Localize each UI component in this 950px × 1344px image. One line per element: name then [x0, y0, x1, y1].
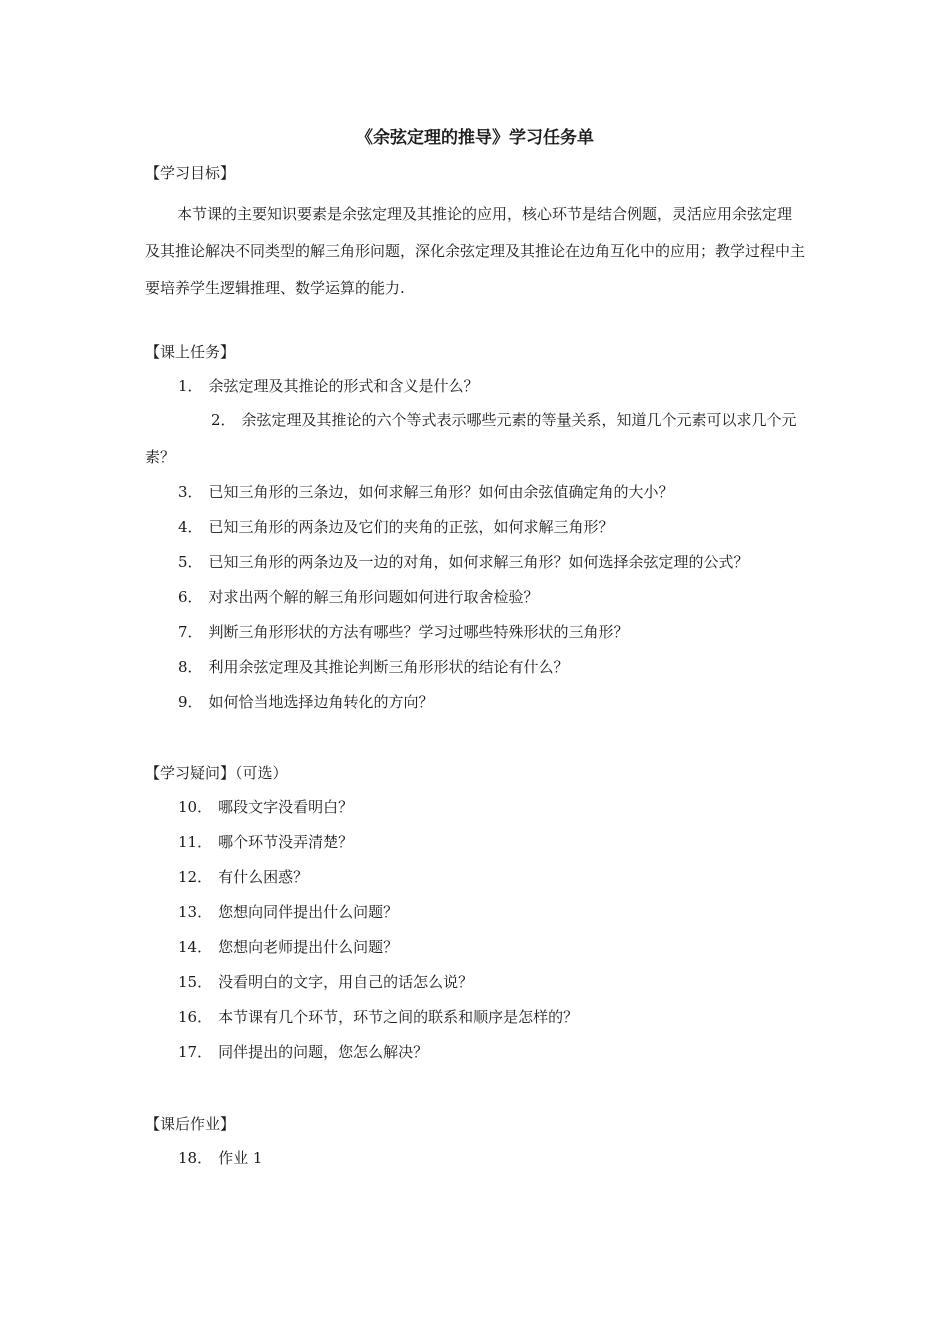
task-number: 4．: [178, 518, 203, 536]
question-text: 您想向同伴提出什么问题？: [218, 903, 399, 921]
task-text: 对求出两个解的解三角形问题如何进行取舍检验？: [208, 588, 539, 606]
question-text: 有什么困惑？: [218, 868, 309, 886]
task-number: 3．: [178, 483, 203, 501]
question-item: [178, 1041, 428, 1063]
homework-number: 18．: [178, 1149, 213, 1167]
question-item: [178, 1006, 578, 1028]
question-text: 本节课有几个环节，环节之间的联系和顺序是怎样的？: [218, 1008, 579, 1026]
question-number: 11．: [178, 833, 213, 851]
section-heading-homework: 【课后作业】: [145, 1115, 236, 1133]
document-title: 《余弦定理的推导》学习任务单: [356, 128, 594, 148]
question-number: 12．: [178, 868, 213, 886]
task-text: 判断三角形形状的方法有哪些？学习过哪些特殊形状的三角形？: [208, 623, 629, 641]
goals-paragraph: 本节课的主要知识要素是余弦定理及其推论的应用，核心环节是结合例题，灵活应用余弦定理及其推论解决不同类型的解三角形问题，深化余弦定理及其推论在边角互化中的应用；教学过程中主要培养学生逻辑推理、数学运算的能力.: [145, 205, 806, 297]
question-item: [178, 936, 398, 958]
task-text: 已知三角形的两条边及它们的夹角的正弦，如何求解三角形？: [208, 518, 614, 536]
question-number: 16．: [178, 1008, 213, 1026]
task-item: [178, 516, 614, 538]
section-heading-tasks: 【课上任务】: [145, 343, 236, 361]
homework-item: [178, 1147, 262, 1169]
task-item: [178, 551, 749, 573]
task-text: 利用余弦定理及其推论判断三角形形状的结论有什么？: [208, 658, 569, 676]
question-item: [178, 796, 353, 818]
task-number: 8．: [178, 658, 203, 676]
task-item: [178, 691, 434, 713]
task-item: [178, 621, 629, 643]
question-number: 14．: [178, 938, 213, 956]
task-text: 如何恰当地选择边角转化的方向？: [208, 693, 434, 711]
task-item: [178, 586, 539, 608]
question-number: 17．: [178, 1043, 213, 1061]
task-text: 余弦定理及其推论的形式和含义是什么？: [208, 377, 479, 395]
task-number: 5．: [178, 553, 203, 571]
task-text: 余弦定理及其推论的六个等式表示哪些元素的等量关系，知道几个元素可以求几个元素？: [145, 411, 797, 466]
question-number: 10．: [178, 798, 213, 816]
task-item: [178, 656, 569, 678]
question-text: 哪个环节没弄清楚？: [218, 833, 354, 851]
task-text: 已知三角形的三条边，如何求解三角形？如何由余弦值确定角的大小？: [208, 483, 674, 501]
question-number: 13．: [178, 903, 213, 921]
question-text: 您想向老师提出什么问题？: [218, 938, 399, 956]
section-heading-questions: 【学习疑问】（可选）: [145, 764, 288, 782]
question-item: [178, 971, 473, 993]
question-item: [178, 901, 398, 923]
question-text: 同伴提出的问题，您怎么解决？: [218, 1043, 429, 1061]
task-number: 9．: [178, 693, 203, 711]
task-number: 6．: [178, 588, 203, 606]
question-text: 哪段文字没看明白？: [218, 798, 354, 816]
task-number: 1．: [178, 377, 203, 395]
question-text: 没看明白的文字，用自己的话怎么说？: [218, 973, 474, 991]
question-number: 15．: [178, 973, 213, 991]
task-item: [145, 402, 810, 476]
homework-text: 作业 1: [218, 1149, 263, 1167]
section-heading-goals: 【学习目标】: [145, 164, 236, 182]
task-number: 7．: [178, 623, 203, 641]
task-number: 2．: [211, 411, 236, 429]
task-item: [178, 375, 479, 397]
task-item: [178, 481, 674, 503]
question-item: [178, 831, 353, 853]
question-item: [178, 866, 308, 888]
task-text: 已知三角形的两条边及一边的对角，如何求解三角形？如何选择余弦定理的公式？: [208, 553, 749, 571]
